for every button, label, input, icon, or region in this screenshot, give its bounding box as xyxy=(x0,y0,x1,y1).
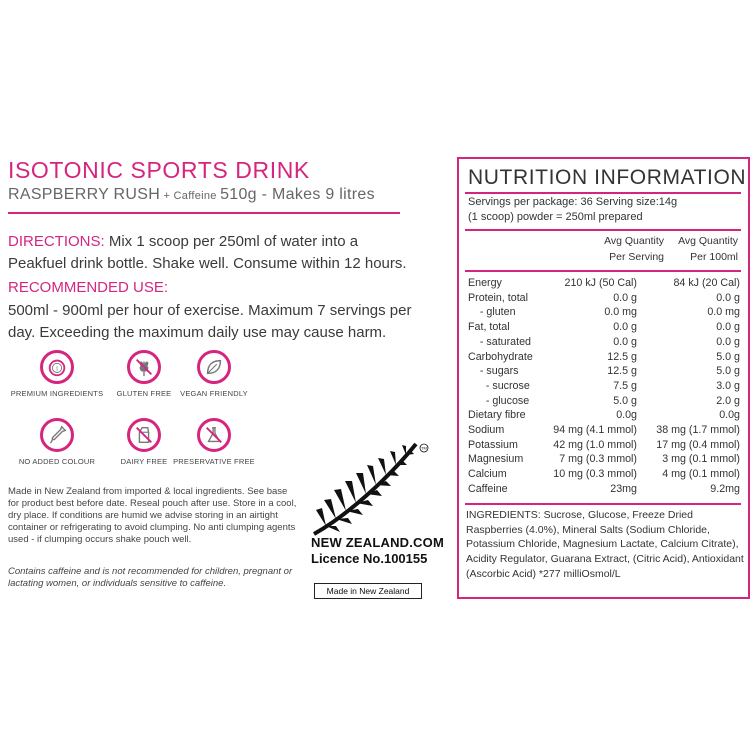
col-header-serving: Avg Quantity xyxy=(604,235,664,247)
badge-no-colour xyxy=(7,418,107,466)
value-per-100ml: 0.0 mg xyxy=(707,306,740,319)
leaf-icon xyxy=(203,356,225,378)
directions-body: Mix 1 scoop per 250ml of water into a Peakfuel drink bottle. Shake well. Consume within 12 hours. xyxy=(8,233,407,272)
nutrient-label: Calcium xyxy=(468,468,507,481)
value-per-100ml: 4 mg (0.1 mmol) xyxy=(662,468,740,481)
col-header-100ml-sub: Per 100ml xyxy=(690,251,738,263)
value-per-serving: 12.5 g xyxy=(607,365,637,378)
nutrition-row xyxy=(468,424,740,439)
ingredients-list: INGREDIENTS: Sucrose, Glucose, Freeze Dried Raspberries (4.0%), Mineral Salts (Sodium Chloride, Potassium Chloride, Magnesium Lactate, Calcium Citrate), Acidity Regulator, Guarana Extract, (Citric Acid), Antioxidant (Ascorbic Acid) *277 milliOsmol/L xyxy=(466,509,744,580)
badge-label: GLUTEN FREE xyxy=(116,389,172,398)
badge-label: DAIRY FREE xyxy=(120,457,168,466)
nutrient-label: Protein, total xyxy=(468,291,529,304)
value-per-serving: 0.0 g xyxy=(613,321,637,334)
col-header-serving-sub: Per Serving xyxy=(609,251,664,263)
value-per-serving: 10 mg (0.3 mmol) xyxy=(553,468,637,481)
nutrient-label: - sugars xyxy=(468,365,519,378)
nutrient-label: - gluten xyxy=(468,306,516,319)
flask-icon xyxy=(203,424,225,446)
caffeine-note: + Caffeine xyxy=(160,190,221,202)
nutrition-rule xyxy=(465,192,741,194)
nutrition-row xyxy=(468,292,740,307)
value-per-100ml: 17 mg (0.4 mmol) xyxy=(656,438,740,451)
product-title: ISOTONIC SPORTS DRINK xyxy=(8,157,310,183)
badge-label: PRESERVATIVE FREE xyxy=(173,457,255,466)
value-per-100ml: 0.0 g xyxy=(716,321,740,334)
value-per-100ml: 3 mg (0.1 mmol) xyxy=(662,453,740,466)
value-per-serving: 23mg xyxy=(610,482,637,495)
badge-premium xyxy=(7,350,107,398)
nutrient-label: Caffeine xyxy=(468,482,508,495)
nz-website: NEW ZEALAND.COM xyxy=(311,535,444,550)
nutrient-label: Potassium xyxy=(468,438,518,451)
title-divider xyxy=(8,212,400,214)
value-per-100ml: 84 kJ (20 Cal) xyxy=(673,277,740,289)
badge-label: PREMIUM INGREDIENTS xyxy=(10,389,104,398)
nutrient-label: - saturated xyxy=(468,335,531,348)
value-per-serving: 0.0g xyxy=(616,409,637,422)
nutrition-rule xyxy=(465,270,741,272)
value-per-100ml: 0.0 g xyxy=(716,335,740,348)
nutrient-label: Energy xyxy=(468,277,502,289)
value-per-100ml: 0.0 g xyxy=(716,291,740,304)
nutrient-label: Sodium xyxy=(468,424,505,436)
value-per-serving: 7.5 g xyxy=(613,379,637,392)
nutrition-row xyxy=(468,409,740,424)
value-per-serving: 0.0 g xyxy=(613,335,637,348)
value-per-serving: 5.0 g xyxy=(613,394,637,407)
value-per-100ml: 9.2mg xyxy=(710,482,740,495)
nutrition-row xyxy=(468,365,740,380)
badge-label: VEGAN FRIENDLY xyxy=(180,389,248,398)
nutrition-row xyxy=(468,439,740,454)
value-per-100ml: 5.0 g xyxy=(716,350,740,363)
directions-text xyxy=(8,231,418,275)
value-per-serving: 94 mg (4.1 mmol) xyxy=(553,424,637,436)
made-in-nz-label: Made in New Zealand xyxy=(314,583,422,599)
nutrition-row xyxy=(468,483,740,498)
serving-size-line: (1 scoop) powder = 250ml prepared xyxy=(468,211,643,223)
storage-info: Made in New Zealand from imported & local ingredients. See base for product best before date. Reseal pouch after use. Store in a cool, dry place. If conditions are humid we advise storing in an airtight container or refrigerating to avoid clumping. No anti clumping agents used - if clumping occurs shake pouch well. xyxy=(8,486,297,545)
nutrition-row xyxy=(468,321,740,336)
nutrient-label: Dietary fibre xyxy=(468,409,526,422)
value-per-100ml: 3.0 g xyxy=(716,379,740,392)
value-per-serving: 12.5 g xyxy=(607,350,637,363)
col-header-100ml: Avg Quantity xyxy=(678,235,738,247)
svg-text:1: 1 xyxy=(55,365,59,373)
medal-icon xyxy=(46,356,68,378)
recommended-heading: RECOMMENDED USE: xyxy=(8,279,169,296)
licence-number: Licence No.100155 xyxy=(311,551,428,566)
value-per-serving: 0.0 g xyxy=(613,291,637,304)
nutrition-row xyxy=(468,395,740,410)
nutrient-label: - glucose xyxy=(468,394,530,407)
nutrient-label: Magnesium xyxy=(468,453,524,466)
caffeine-warning: Contains caffeine and is not recommended for children, pregnant or lactating women, or individuals sensitive to caffeine. xyxy=(8,566,293,589)
servings-line: Servings per package: 36 Serving size:14g xyxy=(468,196,678,208)
value-per-100ml: 2.0 g xyxy=(716,394,740,407)
nutrition-rule xyxy=(465,229,741,231)
product-subtitle xyxy=(8,186,375,204)
nutrition-row xyxy=(468,277,740,292)
trademark-mark: TM xyxy=(421,445,427,451)
milk-carton-icon xyxy=(133,424,155,446)
value-per-serving: 42 mg (1.0 mmol) xyxy=(553,438,637,451)
value-per-100ml: 5.0 g xyxy=(716,365,740,378)
nutrition-row xyxy=(468,336,740,351)
nutrient-label: - sucrose xyxy=(468,379,530,392)
nutrient-label: Carbohydrate xyxy=(468,350,533,363)
directions-heading: DIRECTIONS: xyxy=(8,233,105,250)
value-per-serving: 0.0 mg xyxy=(604,306,637,319)
nutrition-row xyxy=(468,380,740,395)
recommended-body: 500ml - 900ml per hour of exercise. Maximum 7 servings per day. Exceeding the maximum daily use may cause harm. xyxy=(8,302,412,341)
nutrition-title: NUTRITION INFORMATION xyxy=(468,166,747,189)
value-per-serving: 7 mg (0.3 mmol) xyxy=(559,453,637,466)
badge-preservative-free xyxy=(164,418,264,466)
value-per-100ml: 0.0g xyxy=(719,409,740,422)
nutrition-row xyxy=(468,306,740,321)
value-per-100ml: 38 mg (1.7 mmol) xyxy=(656,424,740,436)
size-note: 510g - Makes 9 litres xyxy=(220,186,375,203)
nutrient-label: Fat, total xyxy=(468,321,510,334)
nutrition-row xyxy=(468,453,740,468)
silver-fern-logo xyxy=(306,436,436,536)
badge-vegan xyxy=(164,350,264,398)
wheat-icon xyxy=(133,356,155,378)
nutrition-row xyxy=(468,351,740,366)
value-per-serving: 210 kJ (50 Cal) xyxy=(564,277,637,289)
dropper-icon xyxy=(46,424,68,446)
flavour-name: RASPBERRY RUSH xyxy=(8,186,161,203)
nutrition-row xyxy=(468,468,740,483)
badge-label: NO ADDED COLOUR xyxy=(18,457,96,466)
nutrition-rule xyxy=(465,503,741,505)
